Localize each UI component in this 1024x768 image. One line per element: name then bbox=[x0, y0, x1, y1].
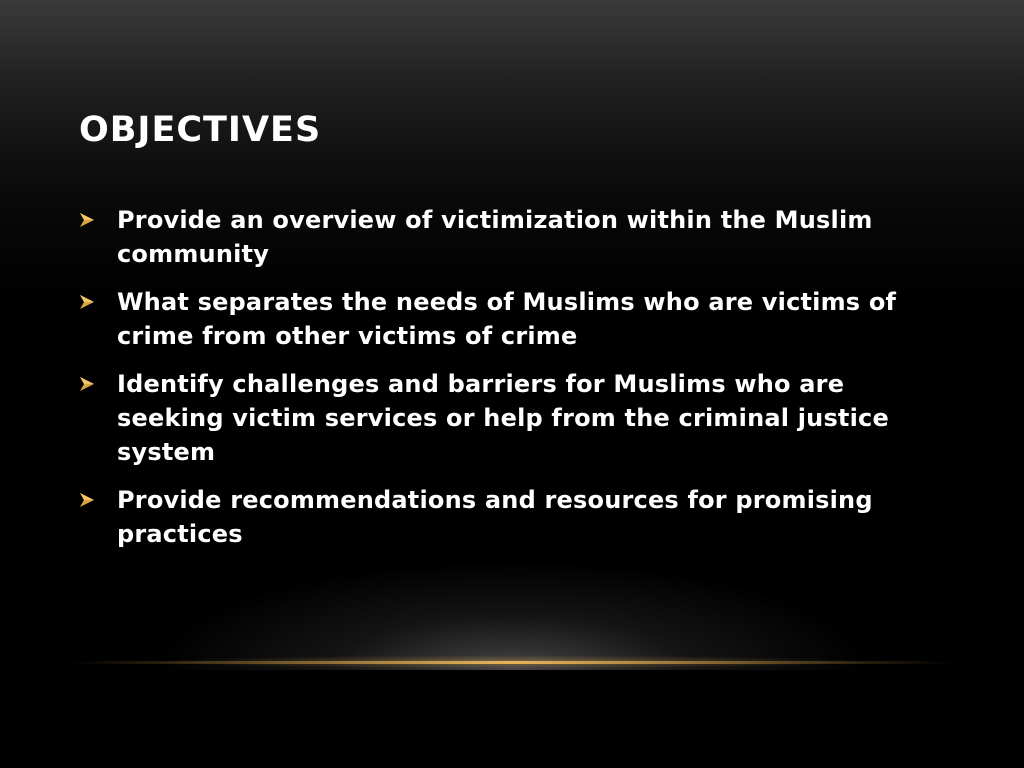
bullet-item bbox=[79, 483, 959, 551]
bullet-text: Provide recommendations and resources for promising practices bbox=[117, 486, 873, 548]
bullet-item bbox=[79, 285, 959, 353]
arrow-bullet-icon bbox=[79, 285, 117, 319]
bullet-text: What separates the needs of Muslims who are victims of crime from other victims of crime bbox=[117, 288, 897, 350]
bullet-item bbox=[79, 203, 959, 271]
bullet-list bbox=[79, 203, 959, 565]
bullet-item bbox=[79, 367, 959, 469]
floor-line bbox=[70, 661, 954, 664]
slide-title: OBJECTIVES bbox=[79, 110, 322, 150]
arrow-bullet-icon bbox=[79, 483, 117, 517]
bullet-text: Provide an overview of victimization within the Muslim community bbox=[117, 206, 873, 268]
floor-glow bbox=[150, 560, 874, 670]
arrow-bullet-icon bbox=[79, 367, 117, 401]
bullet-text: Identify challenges and barriers for Muslims who are seeking victim services or help from the criminal justice system bbox=[117, 370, 889, 466]
arrow-bullet-icon bbox=[79, 203, 117, 237]
